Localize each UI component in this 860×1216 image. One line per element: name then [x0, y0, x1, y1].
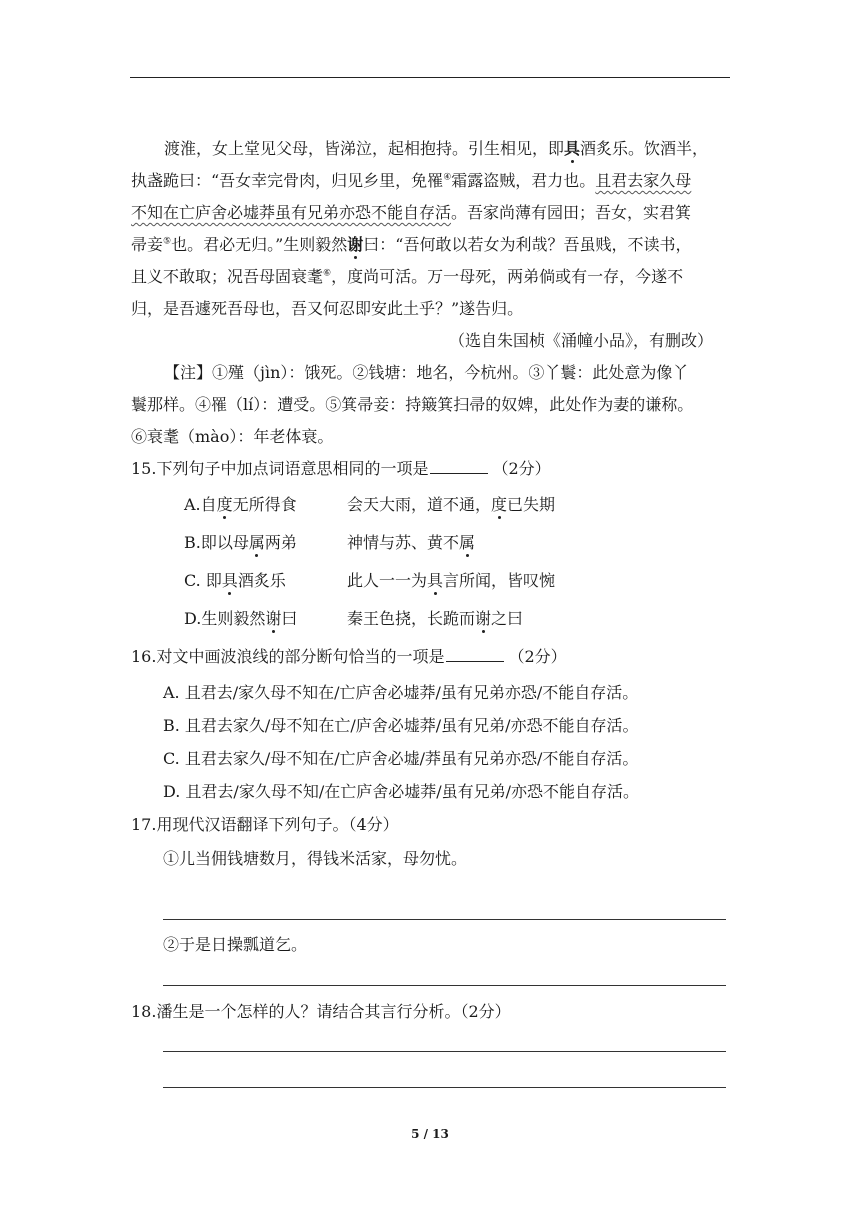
- wavy-underlined-text: 且君去家久母: [595, 171, 692, 190]
- answer-line[interactable]: [163, 985, 726, 986]
- dotted-char-ju: 具: [564, 139, 581, 158]
- q15-option-a-compare: 会天大雨，道不通，度已失期: [347, 495, 556, 514]
- q17-item-1: ①儿当佣钱塘数月，得钱米活家，母勿忧。: [163, 849, 468, 868]
- q16-option-b[interactable]: B. 且君去家久/母不知在亡/庐舍必墟莽/虽有兄弟/亦恐不能自存活。: [163, 716, 639, 735]
- passage-line-3: 不知在亡庐舍必墟莽虽有兄弟亦恐不能自存活。吾家尚薄有园田；吾女，实君箕: [131, 203, 692, 222]
- passage-line-6: 归，是吾遽死吾母也，吾又何忍即安此土乎？”遂告归。: [131, 299, 524, 318]
- footnote-mark-6: ⑥: [323, 268, 332, 279]
- notes-line-2: 鬟那样。④罹（lí）：遭受。⑤箕帚妾：持簸箕扫帚的奴婢，此处作为妻的谦称。: [131, 395, 694, 414]
- footnote-mark-5: ⑤: [163, 236, 172, 247]
- q15-option-a[interactable]: A.自度无所得食: [184, 495, 297, 514]
- passage-line-2: 执盏跪曰：“吾女幸完骨肉，归见乡里，免罹④霜露盗贼，君力也。且君去家久母: [131, 171, 692, 190]
- page-number: 5 / 13: [411, 1127, 449, 1141]
- q15-option-b[interactable]: B.即以母属两弟: [184, 533, 297, 552]
- passage-line-4: 帚妾⑤也。君必无归。”生则毅然谢曰：“吾何敢以若女为利哉？吾虽贱，不读书，: [131, 235, 692, 254]
- footnote-mark-4: ④: [443, 172, 452, 183]
- q15-option-d[interactable]: D.生则毅然谢曰: [184, 609, 298, 628]
- dotted-char-xie: 谢: [347, 235, 364, 254]
- answer-line[interactable]: [163, 1087, 726, 1088]
- passage-source: （选自朱国桢《涌幢小品》，有删改）: [449, 331, 714, 350]
- passage-line-5: 且义不敢取；况吾母固衰耄⑥，度尚可活。万一母死，两弟倘或有一存，今遂不: [131, 267, 684, 286]
- answer-line[interactable]: [163, 1051, 726, 1052]
- header-rule: [130, 77, 730, 78]
- passage-line-1: 渡淮，女上堂见父母，皆涕泣，起相抱持。引生相见，即具酒炙乐。饮酒半，: [164, 139, 709, 158]
- q17-item-2: ②于是日操瓢道乞。: [163, 935, 308, 954]
- answer-line[interactable]: [163, 919, 726, 920]
- q15-stem: 15.下列句子中加点词语意思相同的一项是 （2分）: [131, 459, 551, 478]
- q16-option-d[interactable]: D. 且君去/家久母不知/在亡庐舍必墟莽/虽有兄弟/亦恐不能自存活。: [163, 782, 639, 801]
- notes-line-3: ⑥衰耄（mào）：年老体衰。: [131, 427, 334, 446]
- q15-option-b-compare: 神情与苏、黄不属: [347, 533, 476, 552]
- q16-option-c[interactable]: C. 且君去家久/母不知在/亡庐舍必墟/莽虽有兄弟亦恐/不能自存活。: [163, 749, 639, 768]
- answer-blank-16[interactable]: [446, 647, 504, 662]
- q15-option-c[interactable]: C. 即具酒炙乐: [184, 571, 286, 590]
- wavy-underlined-text: 不知在亡庐舍必墟莽虽有兄弟亦恐不能自存活: [131, 203, 452, 222]
- q15-option-d-compare: 秦王色挠，长跪而谢之曰: [347, 609, 524, 628]
- answer-blank-15[interactable]: [430, 459, 488, 474]
- q16-stem: 16.对文中画波浪线的部分断句恰当的一项是 （2分）: [131, 647, 567, 666]
- q17-stem: 17.用现代汉语翻译下列句子。（4分）: [131, 815, 399, 834]
- notes-line-1: 【注】①殣（jìn）：饿死。②钱塘：地名，今杭州。③丫鬟：此处意为像丫: [164, 363, 689, 382]
- q18-stem: 18.潘生是一个怎样的人？请结合其言行分析。（2分）: [131, 1002, 511, 1021]
- q16-option-a[interactable]: A. 且君去/家久母不知在/亡庐舍必墟莽/虽有兄弟亦恐/不能自存活。: [163, 683, 639, 702]
- q15-option-c-compare: 此人一一为具言所闻，皆叹惋: [347, 571, 556, 590]
